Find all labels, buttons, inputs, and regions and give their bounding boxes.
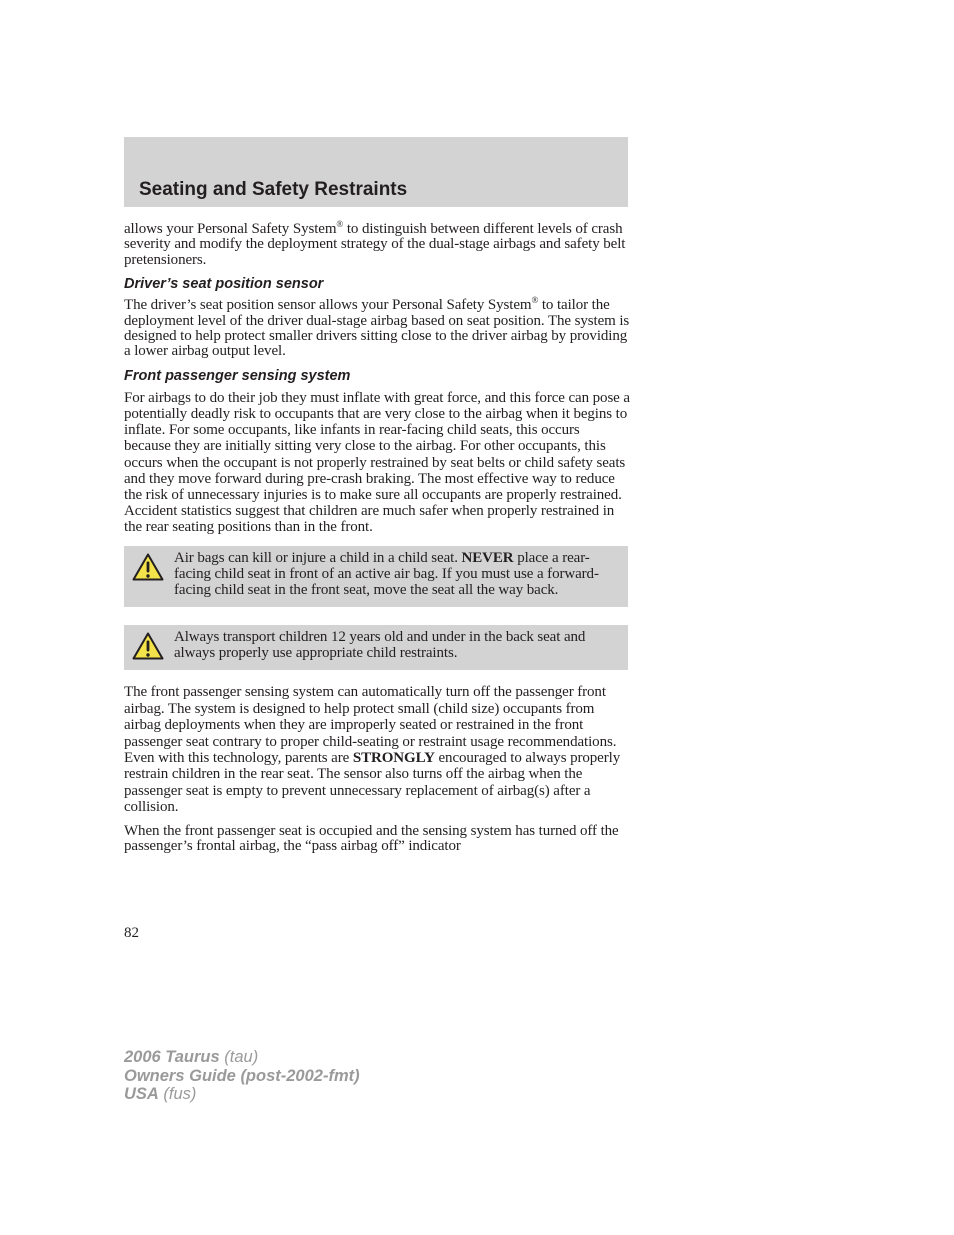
footer-guide-line: Owners Guide (post-2002-fmt) (124, 1066, 360, 1085)
section-header-band (124, 137, 628, 207)
passenger-sensing-heading: Front passenger sensing system (124, 367, 351, 384)
registered-mark: ® (336, 219, 344, 229)
driver-sensor-heading: Driver’s seat position sensor (124, 276, 324, 293)
warning-text-transport-children: Always transport children 12 years old and under in the back seat and always properly use appropriate child restraints. (174, 629, 586, 662)
registered-mark: ® (531, 295, 539, 306)
warning-box-child-seat (124, 546, 628, 608)
warning-triangle-icon (132, 632, 164, 660)
footer-model-line: 2006 Taurus (tau) (124, 1048, 259, 1066)
driver-sensor-paragraph: The driver’s seat position sensor allows your Personal Safety System® to tailor the deployment level of the driver dual-stage airbag based on seat position. The system is designed to help protect smaller drivers sitting close to the driver airbag by providing a lower airbag output level. (124, 295, 630, 360)
warning-text-child-seat: Air bags can kill or injure a child in a child seat. NEVER place a rear-facing child seat in front of an active air bag. If you must use a forward-facing child seat in the front seat, move the seat all the way back. (174, 549, 599, 599)
page-content (124, 219, 630, 854)
passenger-sensing-paragraph: For airbags to do their job they must inflate with great force, and this force can pose a potentially deadly risk to occupants that are very close to the airbag when it begins to inflate. For some occupants, like infants in rear-facing child seats, this occurs because they are initially sitting very close to the airbag. For other occupants, this occurs when the occupant is not properly restrained by seat belts or child safety seats and they move forward during pre-crash braking. The most effective way to reduce the risk of unnecessary injuries is to make sure all occupants are properly restrained. Accident statistics suggest that children are much safer when properly restrained in the rear seating positions than in the front. (124, 389, 630, 536)
warning-triangle-icon (132, 553, 164, 581)
document-footer (124, 1048, 360, 1104)
pass-airbag-off-indicator-paragraph: When the front passenger seat is occupied and the sensing system has turned off the passenger’s frontal airbag, the “pass airbag off” indicator (124, 822, 619, 854)
warning-box-transport-children (124, 625, 628, 670)
footer-market-line: USA (fus) (124, 1085, 197, 1103)
section-title: Seating and Safety Restraints (139, 179, 408, 200)
page-number: 82 (124, 925, 139, 941)
intro-paragraph: allows your Personal Safety System® to distinguish between different levels of crash severity and modify the deployment strategy of the dual-stage airbags and safety belt pretensioners. (124, 219, 626, 268)
passenger-sensing-airbag-off-paragraph: The front passenger sensing system can automatically turn off the passenger front airbag. The system is designed to help protect small (child size) occupants from airbag deployments when they are improperly seated or restrained in the front passenger seat contrary to proper child-seating or restraint usage recommendations. Even with this technology, parents are STRONGLY encouraged to always properly restrain children in the rear seat. The sensor also turns off the airbag when the passenger seat is empty to prevent unnecessary replacement of airbag(s) after a collision. (124, 684, 621, 816)
